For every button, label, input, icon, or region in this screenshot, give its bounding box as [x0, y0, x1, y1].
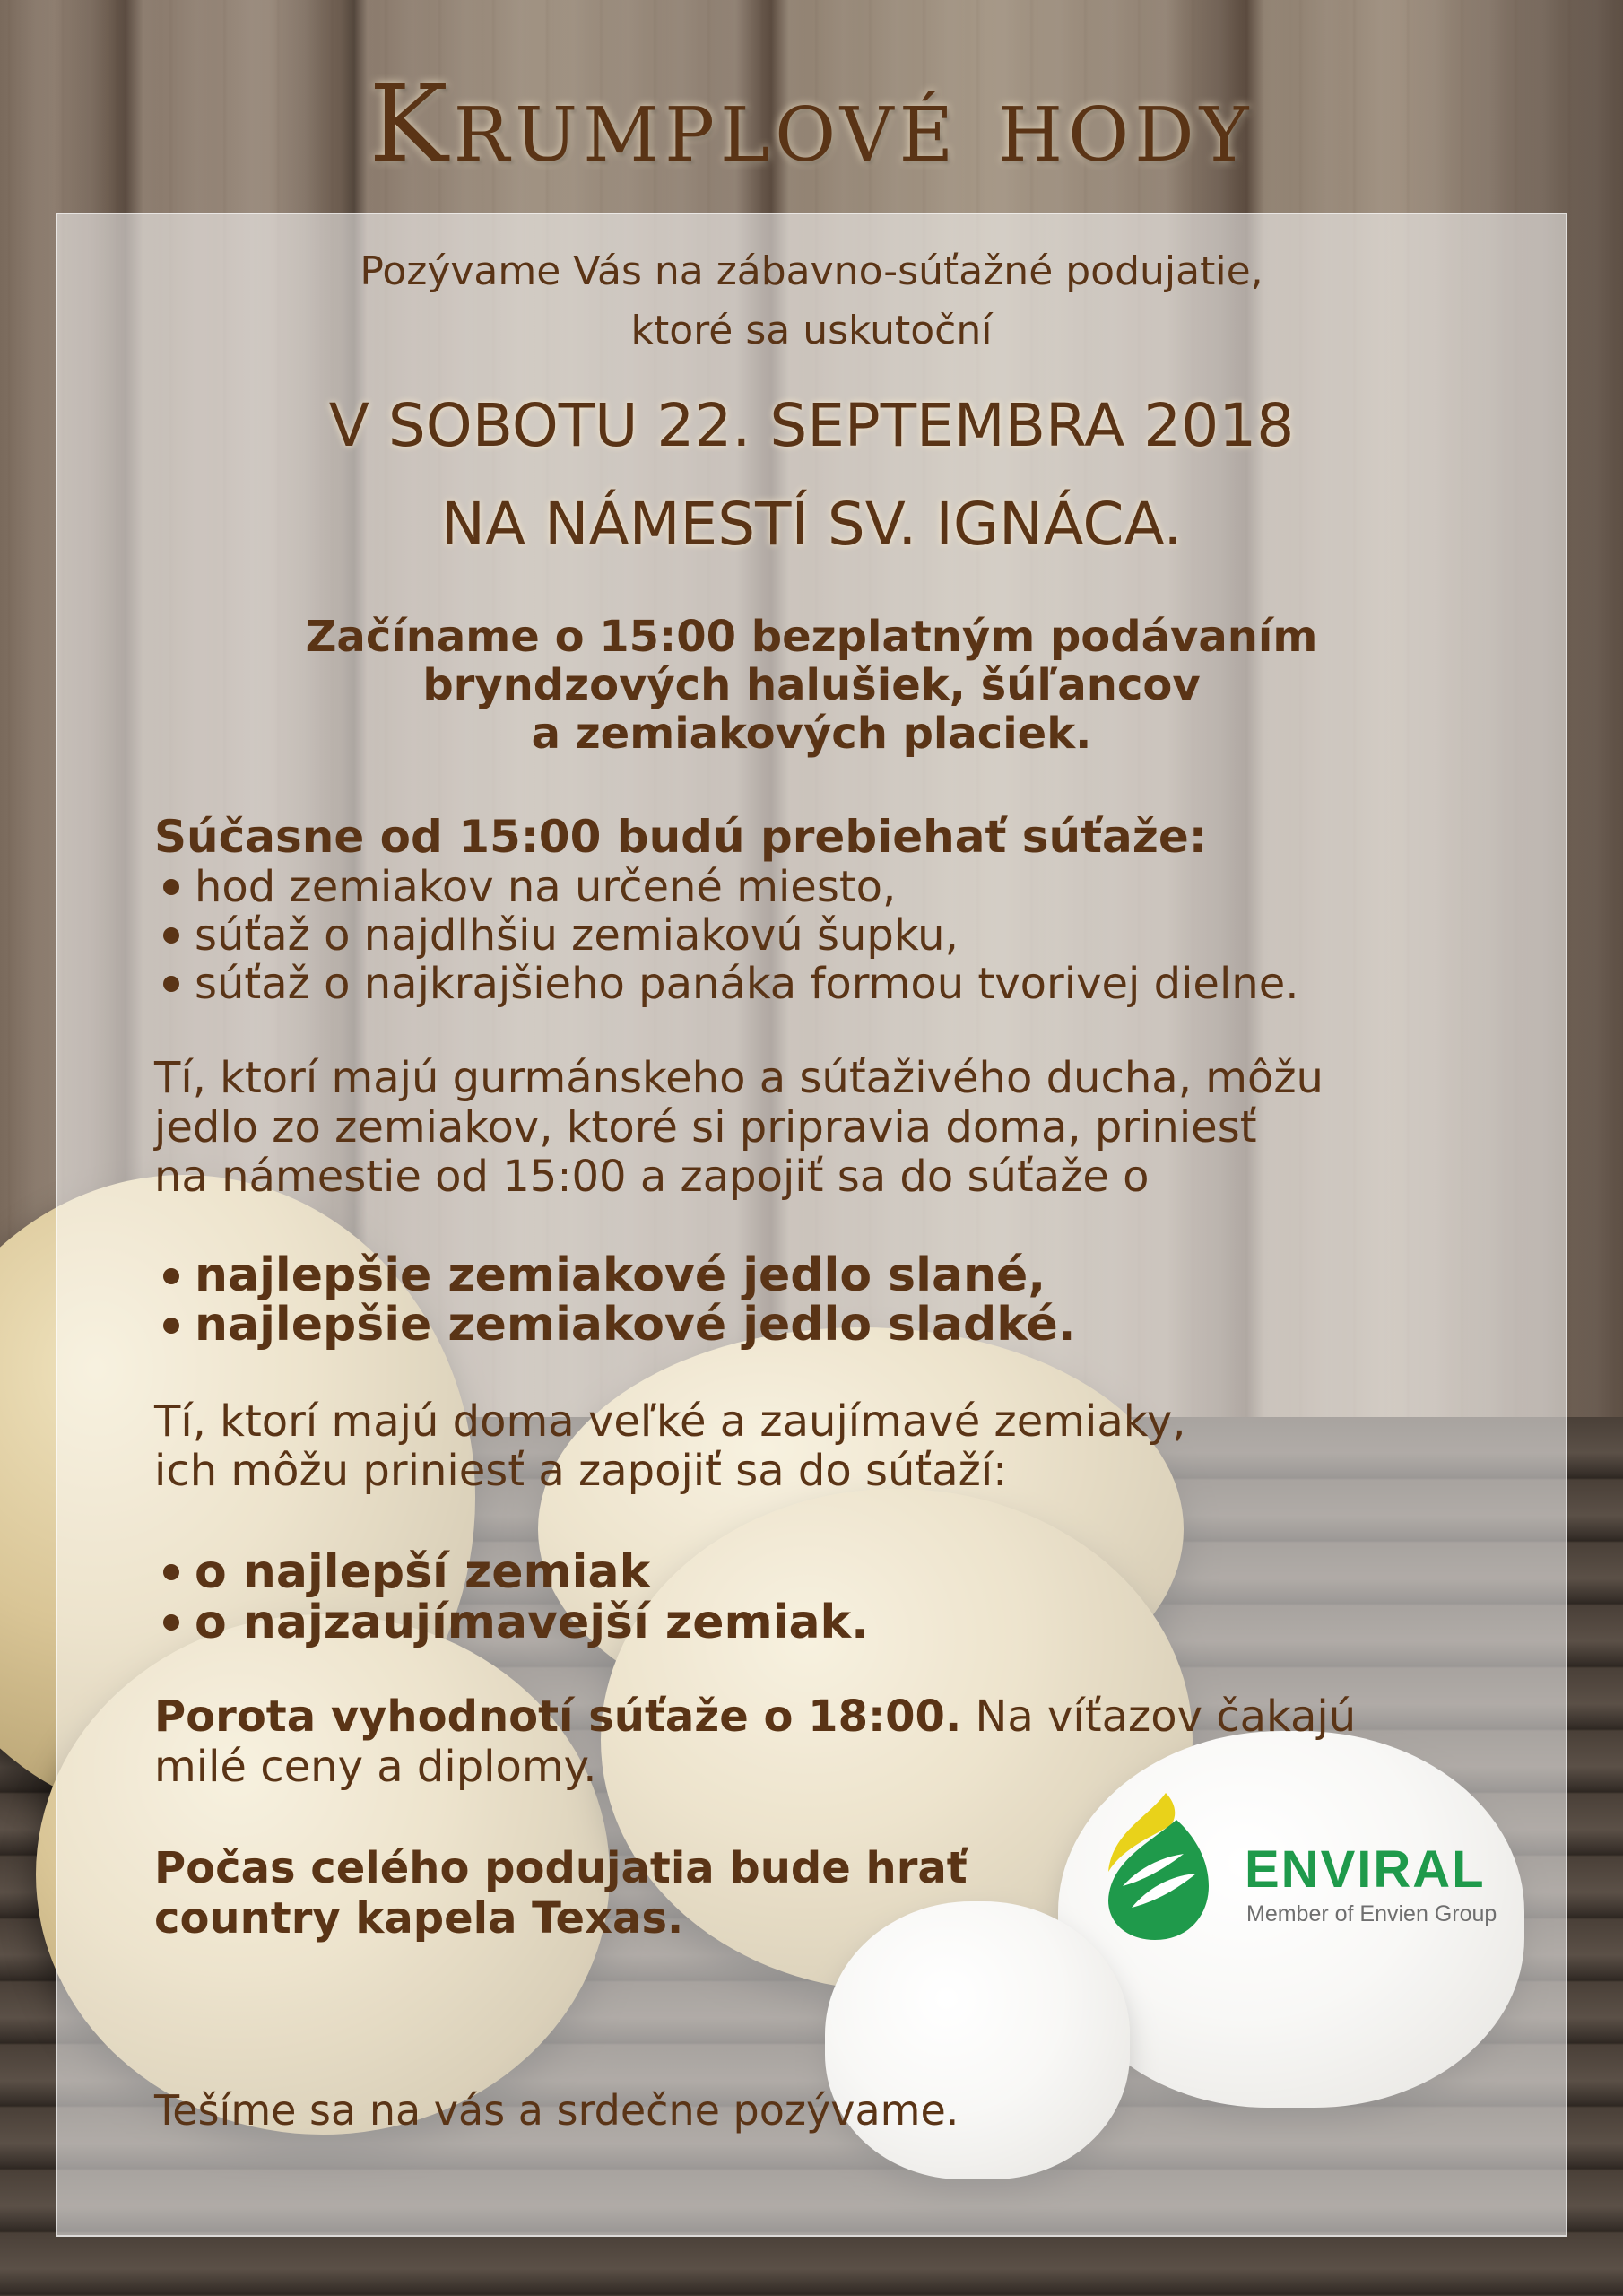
leaf-drop-icon	[1096, 1789, 1221, 1942]
big-potatoes-paragraph	[154, 1397, 1553, 1496]
intro-line: Pozývame Vás na zábavno-súťažné podujatie,	[360, 248, 1263, 294]
jury-time: Porota vyhodnotí súťaže o 18:00.	[154, 1692, 962, 1742]
event-date: V SOBOTU 22. SEPTEMBRA 2018	[328, 391, 1295, 460]
logo-name: ENVIRAL	[1245, 1840, 1486, 1899]
paragraph-line: na námestie od 15:00 a zapojiť sa do súťaže o	[154, 1152, 1150, 1202]
list-item: najlepšie zemiakové jedlo slané,	[154, 1251, 1553, 1300]
gourmet-paragraph	[154, 1054, 1553, 1202]
food-line: bryndzových halušiek, šúľancov	[422, 660, 1201, 710]
logo-subtitle: Member of Envien Group	[1246, 1901, 1497, 1926]
poster-title: Krumplové hody	[369, 62, 1254, 186]
paragraph-line: milé ceny a diplomy.	[154, 1742, 597, 1792]
paragraph-line: jedlo zo zemiakov, ktoré si pripravia doma, priniesť	[154, 1102, 1257, 1152]
food-line: Začíname o 15:00 bezplatným podávaním	[305, 612, 1318, 662]
food-line: a zemiakových placiek.	[531, 709, 1092, 759]
paragraph-line: Tí, ktorí majú doma veľké a zaujímavé zemiaky,	[154, 1396, 1186, 1447]
intro-line: ktoré sa uskutoční	[630, 308, 993, 353]
list-item: najlepšie zemiakové jedlo sladké.	[154, 1300, 1553, 1350]
dish-categories-list	[154, 1248, 1553, 1352]
competitions-list	[154, 863, 1553, 1008]
event-date-place	[0, 377, 1623, 574]
list-item: o najzaujímavejší zemiak.	[154, 1597, 1553, 1648]
list-item: o najlepší zemiak	[154, 1547, 1553, 1597]
list-item: súťaž o najdlhšiu zemiakovú šupku,	[154, 911, 1553, 960]
closing-line: Tešíme sa na vás a srdečne pozývame.	[154, 2086, 959, 2135]
intro-text	[0, 242, 1623, 361]
food-announcement	[0, 613, 1623, 758]
paragraph-line: Počas celého podujatia bude hrať	[154, 1843, 968, 1893]
paragraph-line: Tí, ktorí majú gurmánskeho a súťaživého ducha, môžu	[154, 1053, 1324, 1103]
potato-prizes-list	[154, 1547, 1553, 1648]
list-item: hod zemiakov na určené miesto,	[154, 863, 1553, 911]
band-paragraph	[154, 1843, 1096, 1944]
paragraph-line: country kapela Texas.	[154, 1893, 684, 1944]
competitions-heading: Súčasne od 15:00 budú prebiehať súťaže:	[154, 811, 1207, 863]
jury-paragraph	[154, 1692, 1553, 1792]
list-item: súťaž o najkrajšieho panáka formou tvorivej dielne.	[154, 960, 1553, 1008]
paragraph-line: Na víťazov čakajú	[961, 1692, 1357, 1742]
paragraph-line: ich môžu priniesť a zapojiť sa do súťaží:	[154, 1446, 1008, 1496]
event-place: NA NÁMESTÍ SV. IGNÁCA.	[440, 490, 1183, 559]
enviral-logo	[1096, 1789, 1526, 1942]
